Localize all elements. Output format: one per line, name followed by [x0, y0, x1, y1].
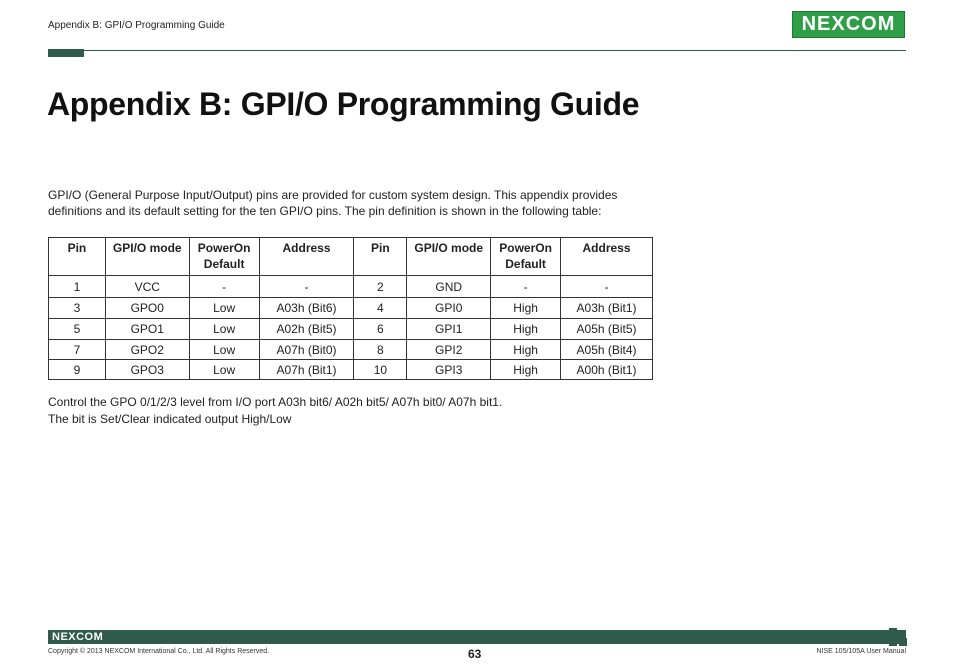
- header-gpio-mode: GPI/O mode: [105, 238, 189, 276]
- header-poweron-default-2: PowerOn Default: [491, 238, 561, 276]
- table-cell: -: [189, 276, 259, 298]
- manual-name: NISE 105/105A User Manual: [816, 648, 906, 655]
- table-cell: 8: [354, 340, 407, 360]
- table-cell: A03h (Bit6): [259, 298, 354, 319]
- copyright-text: Copyright © 2013 NEXCOM International Co., Ltd. All Rights Reserved.: [48, 648, 270, 655]
- table-cell: GPI2: [407, 340, 491, 360]
- table-cell: A02h (Bit5): [259, 319, 354, 340]
- logo-x-mark: X: [831, 13, 846, 35]
- page-number: 63: [468, 647, 482, 661]
- table-cell: A07h (Bit0): [259, 340, 354, 360]
- control-note-line-1: Control the GPO 0/1/2/3 level from I/O port A03h bit6/ A02h bit5/ A07h bit0/ A07h bit1.: [48, 395, 503, 409]
- table-cell: A00h (Bit1): [561, 360, 653, 380]
- header-address-2: Address: [561, 238, 653, 276]
- table-cell: GPO2: [105, 340, 189, 360]
- table-cell: 4: [354, 298, 407, 319]
- logo-text-right: COM: [845, 13, 896, 35]
- table-cell: A05h (Bit4): [561, 340, 653, 360]
- gpio-pin-table: [48, 237, 653, 380]
- table-cell: Low: [189, 319, 259, 340]
- table-cell: 1: [49, 276, 106, 298]
- table-cell: GPI1: [407, 319, 491, 340]
- table-cell: -: [561, 276, 653, 298]
- table-row: [49, 360, 653, 380]
- table-cell: 7: [49, 340, 106, 360]
- intro-line-1: GPI/O (General Purpose Input/Output) pins are provided for custom system design. This appendix provides: [48, 188, 618, 202]
- intro-paragraph: [48, 187, 648, 219]
- table-header-row: [49, 238, 653, 276]
- header-poweron-default: PowerOn Default: [189, 238, 259, 276]
- table-cell: Low: [189, 340, 259, 360]
- table-cell: GPI3: [407, 360, 491, 380]
- table-cell: -: [259, 276, 354, 298]
- table-cell: High: [491, 319, 561, 340]
- footer-nexcom-logo: NEXCOM: [52, 631, 104, 643]
- table-cell: A05h (Bit5): [561, 319, 653, 340]
- table-cell: Low: [189, 360, 259, 380]
- table-cell: GPO3: [105, 360, 189, 380]
- logo-text-left: NE: [801, 13, 832, 35]
- footer-squares-icon: [889, 628, 907, 646]
- header-pin-2: Pin: [354, 238, 407, 276]
- table-cell: 10: [354, 360, 407, 380]
- table-cell: 9: [49, 360, 106, 380]
- page-title: Appendix B: GPI/O Programming Guide: [47, 86, 640, 122]
- table-cell: High: [491, 298, 561, 319]
- table-cell: High: [491, 360, 561, 380]
- table-cell: GPO1: [105, 319, 189, 340]
- table-cell: 5: [49, 319, 106, 340]
- running-header: Appendix B: GPI/O Programming Guide: [48, 20, 225, 31]
- table-cell: Low: [189, 298, 259, 319]
- header-pin: Pin: [49, 238, 106, 276]
- nexcom-logo: [792, 11, 905, 38]
- table-row: [49, 276, 653, 298]
- table-cell: GPI0: [407, 298, 491, 319]
- table-cell: GND: [407, 276, 491, 298]
- table-cell: A03h (Bit1): [561, 298, 653, 319]
- table-cell: -: [491, 276, 561, 298]
- table-row: [49, 340, 653, 360]
- table-cell: High: [491, 340, 561, 360]
- header-tab-marker: [48, 49, 84, 57]
- control-note-line-2: The bit is Set/Clear indicated output High/Low: [48, 412, 292, 426]
- header-divider: [48, 50, 906, 51]
- table-cell: 3: [49, 298, 106, 319]
- intro-line-2: definitions and its default setting for the ten GPI/O pins. The pin definition is shown in the following table:: [48, 204, 602, 218]
- table-cell: VCC: [105, 276, 189, 298]
- table-cell: GPO0: [105, 298, 189, 319]
- header-gpio-mode-2: GPI/O mode: [407, 238, 491, 276]
- table-row: [49, 298, 653, 319]
- table-cell: 6: [354, 319, 407, 340]
- table-cell: A07h (Bit1): [259, 360, 354, 380]
- header-address: Address: [259, 238, 354, 276]
- footer-bar: [48, 630, 906, 644]
- table-cell: 2: [354, 276, 407, 298]
- table-row: [49, 319, 653, 340]
